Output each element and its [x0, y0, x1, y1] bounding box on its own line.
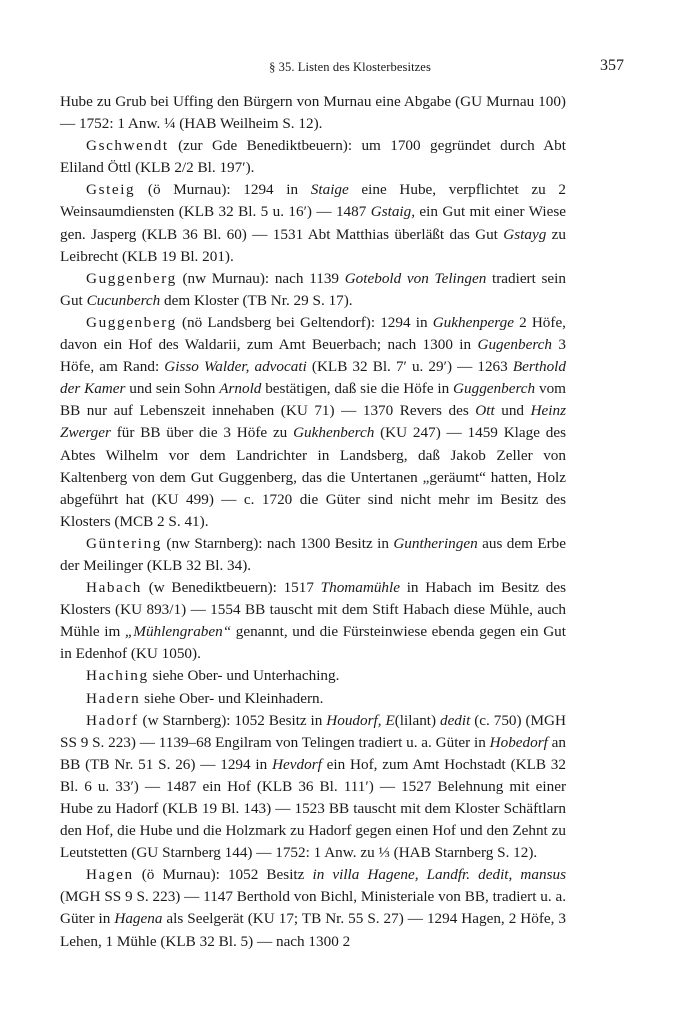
italic-text: Gukhenperge: [432, 313, 514, 331]
text-run: für BB über die 3 Höfe zu: [110, 424, 294, 442]
italic-text: dedit: [439, 711, 471, 729]
text-run: siehe Ober- und Kleinhadern.: [140, 689, 324, 707]
italic-text: Gugenberch: [477, 336, 553, 354]
italic-text: Arnold: [219, 380, 262, 398]
entry-paragraph: [60, 533, 566, 577]
entry-keyword: Guggenberg: [86, 269, 177, 287]
text-run: 2 Höfe, davon ein Hof des Waldarii, zum Amt Beuerbach; nach 1300 in: [60, 313, 566, 354]
text-run: als Seelgerät (KU 17; TB Nr. 55 S. 27) — 1294 Hagen, 2 Höfe, 3 Lehen, 1 Mühle (KLB 32 Bl. 5) — nach 1300 2: [60, 910, 567, 950]
text-run: (nö Landsberg bei Geltendorf): 1294 in: [176, 313, 433, 331]
text-run: (zur Gde Benediktbeuern): um 1700 gegründet durch Abt Eliland Öttl (KLB 2/2 Bl. 197′).: [60, 137, 566, 177]
text-run: (lilant): [394, 711, 440, 729]
text-run: und sein Sohn: [125, 380, 220, 398]
entry-keyword: Hadorf: [86, 711, 139, 729]
entry-paragraph: [60, 864, 566, 952]
text-run: Hube zu Grub bei Uffing den Bürgern von Murnau eine Abgabe (GU Murnau 100) — 1752: 1 Anw. ¼ (HAB Weilheim S. 12).: [60, 93, 566, 133]
text-run: zu Leibrecht (KLB 19 Bl. 201).: [60, 225, 567, 265]
italic-text: Berthold der Kamer: [60, 358, 566, 398]
text-run: (c. 750) (MGH SS 9 S. 223) — 1139–68 Engilram von Telingen tradiert u. a. Güter in: [60, 711, 566, 751]
text-run: (nw Starnberg): nach 1300 Besitz in: [161, 534, 394, 552]
italic-text: Houdorf, E: [326, 711, 395, 729]
entry-keyword: Habach: [86, 579, 142, 597]
text-run: siehe Ober- und Unterhaching.: [148, 667, 340, 685]
entry-keyword: Gschwendt: [86, 137, 169, 155]
italic-text: Gukhenberch: [293, 424, 375, 442]
text-run: (ö Murnau): 1294 in: [135, 181, 311, 199]
entry-paragraph: [60, 268, 566, 312]
text-run: (MGH SS 9 S. 223) — 1147 Berthold von Bichl, Ministeriale von BB, tradiert u. a. Güter in: [60, 888, 566, 928]
italic-text: Gstayg: [503, 225, 547, 243]
page-number: 357: [600, 57, 624, 74]
body-text: [60, 91, 566, 953]
text-run: aus dem Erbe der Meilinger (KLB 32 Bl. 34).: [60, 534, 566, 574]
text-run: 3 Höfe, am Rand:: [60, 336, 566, 376]
entry-paragraph: [60, 577, 566, 665]
italic-text: Guntheringen: [393, 534, 478, 552]
italic-text: Gstaig,: [370, 203, 416, 221]
italic-text: Hevdorf: [272, 755, 322, 773]
entry-paragraph: [60, 135, 566, 179]
text-run: (nw Murnau): nach 1139: [176, 269, 345, 287]
text-run: ein Hof, zum Amt Hochstadt (KLB 32 Bl. 6 u. 33′) — 1487 ein Hof (KLB 36 Bl. 111′) — 1527 Belehnung mit einer Hube zu Hadorf (KLB 19 Bl. 143) — 1523 BB tauscht mit dem Kloster Schäftlarn den Hof, die Hube und die Holzmark zu Hadorf gegen einen Hof und den Zehnt zu Leutstetten (GU Starnberg 144) — 1752: 1 Anw. zu ⅓ (HAB Starnberg S. 12).: [60, 755, 566, 862]
running-head: [60, 57, 640, 80]
italic-text: „Mühlengraben“: [124, 623, 232, 641]
text-run: in Habach im Besitz des Klosters (KU 893/1) — 1554 BB tauscht mit dem Stift Habach diese Mühle, auch Mühle im: [60, 579, 566, 641]
entry-paragraph: [60, 312, 566, 533]
italic-text: Thomamühle: [320, 579, 400, 597]
text-run: tradiert sein Gut: [60, 269, 566, 309]
entry-keyword: Gsteig: [86, 181, 136, 199]
text-run: ein Gut mit einer Wiese gen. Jasperg (KLB 36 Bl. 60) — 1531 Abt Matthias überläßt das Gut: [60, 203, 566, 243]
entry-keyword: Güntering: [86, 534, 162, 552]
italic-text: in villa Hagene, Landfr. dedit, mansus: [312, 866, 566, 884]
text-run: (KU 247) — 1459 Klage des Abtes Wilhelm vor dem Landrichter in Landsberg, daß Jakob Zeller von Kaltenberg von dem Gut Guggenberg, das die Untertanen „geräumt“ hatten, Holz abgeführt hat (KU 499) — c. 1720 die Güter sind nicht mehr im Besitz des Klosters (MCB 2 S. 41).: [60, 424, 566, 530]
text-run: (KLB 32 Bl. 7′ u. 29′) — 1263: [306, 358, 513, 376]
text-run: bestätigen, daß sie die Höfe in: [261, 380, 454, 398]
continuation-paragraph: [60, 91, 566, 135]
italic-text: Heinz Zwerger: [60, 402, 567, 442]
italic-text: Hagena: [114, 910, 163, 928]
italic-text: Staige: [310, 181, 349, 199]
text-run: (w Benediktbeuern): 1517: [141, 579, 321, 597]
text-run: vom BB nur auf Lebenszeit innehaben (KU 71) — 1370 Revers des: [60, 380, 566, 420]
text-run: genannt, und die Fürsteinwiese ebenda gegen ein Gut in Edenhof (KU 1050).: [60, 623, 566, 663]
italic-text: Gotebold von Telingen: [344, 269, 487, 287]
entry-paragraph: [60, 665, 566, 687]
text-run: (w Starnberg): 1052 Besitz in: [138, 711, 327, 729]
italic-text: Cucunberch: [86, 291, 161, 309]
entry-paragraph: [60, 179, 566, 267]
running-head-title: § 35. Listen des Klosterbesitzes: [269, 60, 431, 74]
italic-text: Ott: [475, 402, 495, 420]
text-run: und: [494, 402, 531, 420]
text-run: an BB (TB Nr. 51 S. 26) — 1294 in: [60, 733, 566, 773]
entry-paragraph: [60, 710, 566, 865]
italic-text: Guggenberch: [453, 380, 536, 398]
text-run: (ö Murnau): 1052 Besitz: [133, 866, 313, 884]
entry-paragraph: [60, 688, 566, 710]
entry-keyword: Hadern: [86, 689, 141, 707]
entry-keyword: Guggenberg: [86, 313, 177, 331]
entry-keyword: Haching: [86, 667, 149, 685]
entry-keyword: Hagen: [86, 866, 134, 884]
text-run: eine Hube, verpflichtet zu 2 Weinsaumdiensten (KLB 32 Bl. 5 u. 16′) — 1487: [60, 181, 567, 221]
text-run: dem Kloster (TB Nr. 29 S. 17).: [160, 291, 353, 309]
italic-text: Gisso Walder, advocati: [164, 358, 307, 376]
italic-text: Hobedorf: [489, 733, 548, 751]
